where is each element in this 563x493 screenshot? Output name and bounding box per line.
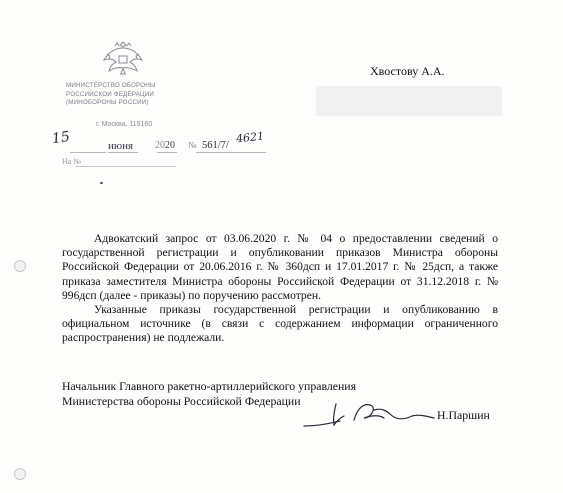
date-year-suffix: 20 [165,140,175,151]
recipient-name: Хвостову А.А. [370,64,445,78]
number-underline [196,152,266,153]
signatory-name: Н.Паршин [437,408,490,422]
punch-hole [14,468,26,480]
date-year-prefix: 20 [155,140,165,151]
date-underline [108,152,138,153]
eagle-emblem-icon [101,38,145,78]
signatory-title-line: Министерства обороны Российской Федерации [62,393,301,408]
letter-body [62,232,498,346]
number-label: № [188,140,197,150]
handwritten-day: 15 [50,128,71,148]
body-paragraph: Указанные приказы государственной регистрации и опубликованию в официальном источнике (в связи с содержанием информации ограниченного распространения) не подлежали. [62,303,498,345]
reply-to-underline [76,166,176,167]
redacted-address [316,86,502,116]
ministry-line: (МИНОБОРОНЫ РОССИИ) [66,99,149,106]
document-number: 561/7/ [202,140,229,151]
ministry-line: РОССИЙСКОЙ ФЕДЕРАЦИИ [66,90,155,98]
body-paragraph: Адвокатский запрос от 03.06.2020 г. № 04 о предоставлении сведений о государственной регистрации и опубликовании приказов Министра обороны Российской Федерации от 20.06.2016 г. № 360дсп и 17.01.2017 г. № 25дсп, а также приказа заместителя Министра обороны Российской Федерации от 31.12.2018 г. № 996дсп (далее - приказы) по поручению рассмотрен. [62,232,498,302]
punch-hole [14,260,26,272]
ministry-header [66,82,186,108]
handwritten-number: 4621 [235,129,265,146]
ink-mark [100,182,103,184]
ministry-line: МИНИСТЕРСТВО ОБОРОНЫ [66,82,156,89]
city-address: г. Москва, 119160 [96,121,153,128]
date-underline [157,152,177,153]
date-month: июня [108,140,134,152]
signatory-title-line: Начальник Главного ракетно-артиллерийского управления [62,379,357,393]
handwritten-signature-icon [300,396,440,432]
date-underline [70,152,106,153]
reply-to-label: На № [62,157,81,166]
